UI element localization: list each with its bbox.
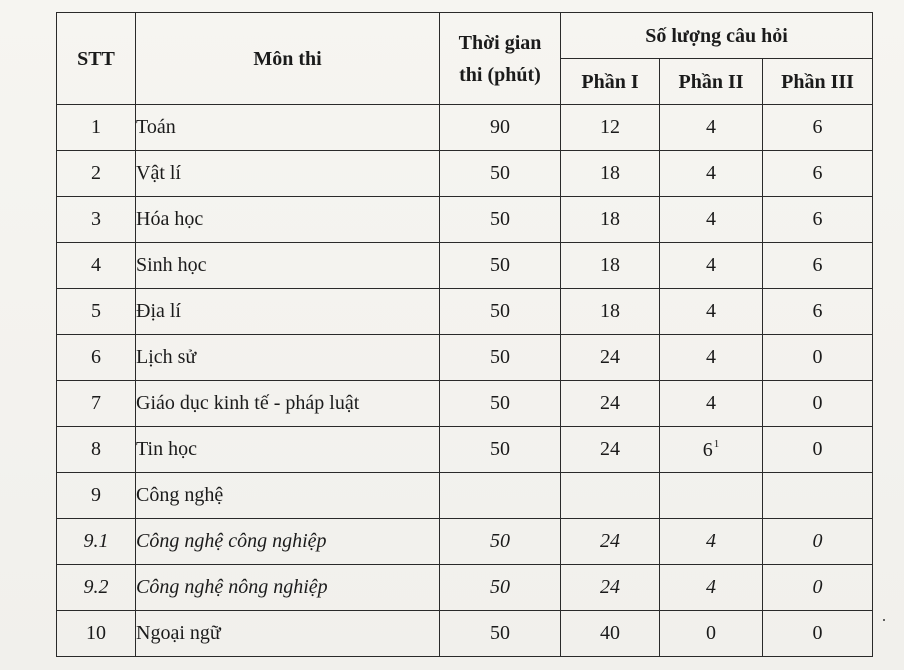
exam-structure-table: [56, 12, 873, 657]
cell-stt-text: 6: [91, 346, 101, 368]
cell-stt-text: 7: [91, 392, 101, 414]
cell-subject-text: Toán: [136, 116, 176, 138]
header-row-top: [57, 13, 873, 59]
cell-part1: [561, 335, 660, 381]
cell-part1-text: 18: [600, 208, 620, 230]
cell-duration-text: 50: [490, 208, 510, 230]
cell-subject-text: Ngoại ngữ: [136, 622, 221, 644]
cell-subject: [136, 289, 440, 335]
cell-duration: [440, 335, 561, 381]
cell-part2-text: 0: [706, 622, 716, 644]
cell-part2: [660, 105, 763, 151]
cell-part3-text: 0: [812, 530, 823, 552]
cell-subject: [136, 105, 440, 151]
table-row: [57, 289, 873, 335]
cell-stt-text: 3: [91, 208, 101, 230]
cell-part3: [763, 151, 873, 197]
cell-part1: [561, 565, 660, 611]
footnote-marker: 1: [713, 437, 720, 450]
cell-subject-text: Hóa học: [136, 208, 204, 230]
cell-stt-text: 9.1: [83, 530, 109, 552]
cell-part1: [561, 381, 660, 427]
cell-part1-text: 24: [600, 438, 620, 460]
cell-duration: [440, 243, 561, 289]
header-duration-line1: Thời gian: [458, 31, 542, 54]
cell-stt-text: 1: [91, 116, 101, 138]
cell-subject: [136, 197, 440, 243]
header-duration: [440, 13, 561, 105]
cell-part2: [660, 289, 763, 335]
cell-subject-text: Lịch sử: [136, 346, 197, 368]
cell-part1-text: 24: [600, 392, 620, 414]
cell-part3: [763, 611, 873, 657]
table-row: [57, 151, 873, 197]
cell-part3-text: 0: [812, 622, 823, 644]
header-question-count: Số lượng câu hỏi: [561, 13, 873, 59]
cell-duration-text: 50: [490, 162, 510, 184]
cell-duration: [440, 151, 561, 197]
cell-subject: [136, 519, 440, 565]
cell-duration-text: 50: [490, 300, 510, 322]
header-stt: STT: [57, 13, 136, 105]
table-row: [57, 519, 873, 565]
cell-part1-text: 18: [600, 300, 620, 322]
cell-part2: [660, 243, 763, 289]
scan-speck: [883, 619, 885, 621]
cell-duration-text: 50: [490, 346, 510, 368]
cell-subject-text: Tin học: [136, 438, 197, 460]
cell-stt: [57, 473, 136, 519]
cell-subject-text: Địa lí: [136, 300, 181, 322]
cell-stt: [57, 243, 136, 289]
table-row: [57, 565, 873, 611]
cell-duration: [440, 565, 561, 611]
cell-duration-text: 50: [490, 576, 510, 598]
cell-part2: [660, 565, 763, 611]
cell-duration: [440, 611, 561, 657]
cell-part3-text: 6: [812, 208, 823, 230]
cell-subject: [136, 335, 440, 381]
cell-part2: [660, 473, 763, 519]
table-row: [57, 335, 873, 381]
cell-part2-text: 4: [706, 208, 716, 230]
cell-part1: [561, 197, 660, 243]
cell-part2: [660, 611, 763, 657]
cell-stt: [57, 197, 136, 243]
cell-part3-text: 6: [812, 254, 823, 276]
header-part3: Phần III: [763, 59, 873, 105]
cell-subject: [136, 565, 440, 611]
cell-part3-text: 6: [812, 116, 823, 138]
cell-part3-text: 0: [812, 346, 823, 368]
cell-part2: [660, 427, 763, 473]
cell-subject: [136, 151, 440, 197]
cell-part2: [660, 381, 763, 427]
cell-part3: [763, 565, 873, 611]
cell-part2: [660, 335, 763, 381]
cell-part1: [561, 473, 660, 519]
cell-part3-text: 0: [812, 392, 823, 414]
cell-stt: [57, 611, 136, 657]
cell-subject-text: Sinh học: [136, 254, 207, 276]
cell-part1: [561, 289, 660, 335]
cell-part2: [660, 151, 763, 197]
cell-part3: [763, 243, 873, 289]
cell-duration: [440, 105, 561, 151]
cell-part3: [763, 197, 873, 243]
cell-stt: [57, 105, 136, 151]
cell-stt: [57, 335, 136, 381]
cell-subject-text: Công nghệ nông nghiệp: [136, 576, 328, 598]
cell-part1-text: 18: [600, 254, 620, 276]
table-row: [57, 197, 873, 243]
cell-part3-text: 6: [812, 300, 823, 322]
cell-duration-text: 50: [490, 254, 510, 276]
cell-part2-text: 4: [706, 530, 716, 552]
table-row: [57, 427, 873, 473]
cell-part3: [763, 105, 873, 151]
header-part1: Phần I: [561, 59, 660, 105]
cell-stt-text: 8: [91, 438, 101, 460]
cell-part2-text: 6: [702, 438, 713, 461]
cell-subject-text: Vật lí: [136, 162, 181, 184]
table-row: [57, 105, 873, 151]
cell-stt: [57, 381, 136, 427]
cell-part2: [660, 519, 763, 565]
cell-duration: [440, 519, 561, 565]
cell-part1: [561, 243, 660, 289]
cell-duration: [440, 381, 561, 427]
cell-duration: [440, 289, 561, 335]
cell-duration: [440, 427, 561, 473]
cell-duration: [440, 473, 561, 519]
cell-part2-text: 4: [706, 392, 716, 414]
cell-duration-text: 50: [490, 438, 510, 460]
header-subject: Môn thi: [136, 13, 440, 105]
cell-part2-text: 4: [706, 254, 716, 276]
cell-stt: [57, 151, 136, 197]
cell-duration-text: 50: [490, 530, 510, 552]
cell-stt: [57, 565, 136, 611]
cell-part3: [763, 473, 873, 519]
cell-stt-text: 2: [91, 162, 101, 184]
cell-part3-text: 6: [812, 162, 823, 184]
cell-stt-text: 9.2: [83, 576, 109, 598]
cell-part1: [561, 427, 660, 473]
cell-duration-text: 50: [490, 622, 510, 644]
table-body: [57, 105, 873, 657]
cell-stt: [57, 519, 136, 565]
cell-part3-text: 0: [812, 576, 823, 598]
cell-part2-text: 4: [706, 576, 716, 598]
cell-stt-text: 5: [91, 300, 101, 322]
cell-part3: [763, 427, 873, 473]
cell-stt: [57, 289, 136, 335]
header-part2: Phần II: [660, 59, 763, 105]
cell-stt-text: 10: [86, 622, 106, 644]
header-duration-line2: thi (phút): [459, 63, 541, 86]
cell-subject: [136, 243, 440, 289]
cell-part2: [660, 197, 763, 243]
cell-part2-text: 4: [706, 300, 716, 322]
cell-part3: [763, 289, 873, 335]
cell-stt-text: 4: [91, 254, 101, 276]
cell-part3: [763, 381, 873, 427]
cell-duration: [440, 197, 561, 243]
cell-part2-text: 4: [706, 162, 716, 184]
table-row: [57, 381, 873, 427]
cell-duration-text: 90: [490, 116, 510, 138]
table-row: [57, 243, 873, 289]
cell-part2-text: 4: [706, 116, 716, 138]
cell-part1: [561, 151, 660, 197]
cell-duration-text: 50: [490, 392, 510, 414]
table-header: [57, 13, 873, 105]
cell-subject-text: Công nghệ công nghiệp: [136, 530, 327, 552]
cell-part1-text: 24: [600, 530, 620, 552]
table-row: [57, 473, 873, 519]
cell-part1: [561, 611, 660, 657]
cell-part1-text: 24: [600, 346, 620, 368]
cell-part1: [561, 105, 660, 151]
cell-subject-text: Giáo dục kinh tế - pháp luật: [136, 392, 360, 414]
table-row: [57, 611, 873, 657]
cell-part1-text: 40: [600, 622, 620, 644]
cell-subject: [136, 381, 440, 427]
cell-part1: [561, 519, 660, 565]
cell-part3: [763, 335, 873, 381]
cell-stt: [57, 427, 136, 473]
cell-part1-text: 18: [600, 162, 620, 184]
cell-stt-text: 9: [91, 484, 101, 506]
cell-part1-text: 12: [600, 116, 620, 138]
cell-part2-text: 4: [706, 346, 716, 368]
cell-subject-text: Công nghệ: [136, 484, 224, 506]
cell-part3: [763, 519, 873, 565]
cell-subject: [136, 473, 440, 519]
cell-part1-text: 24: [600, 576, 620, 598]
cell-subject: [136, 611, 440, 657]
cell-part3-text: 0: [812, 438, 823, 460]
cell-subject: [136, 427, 440, 473]
